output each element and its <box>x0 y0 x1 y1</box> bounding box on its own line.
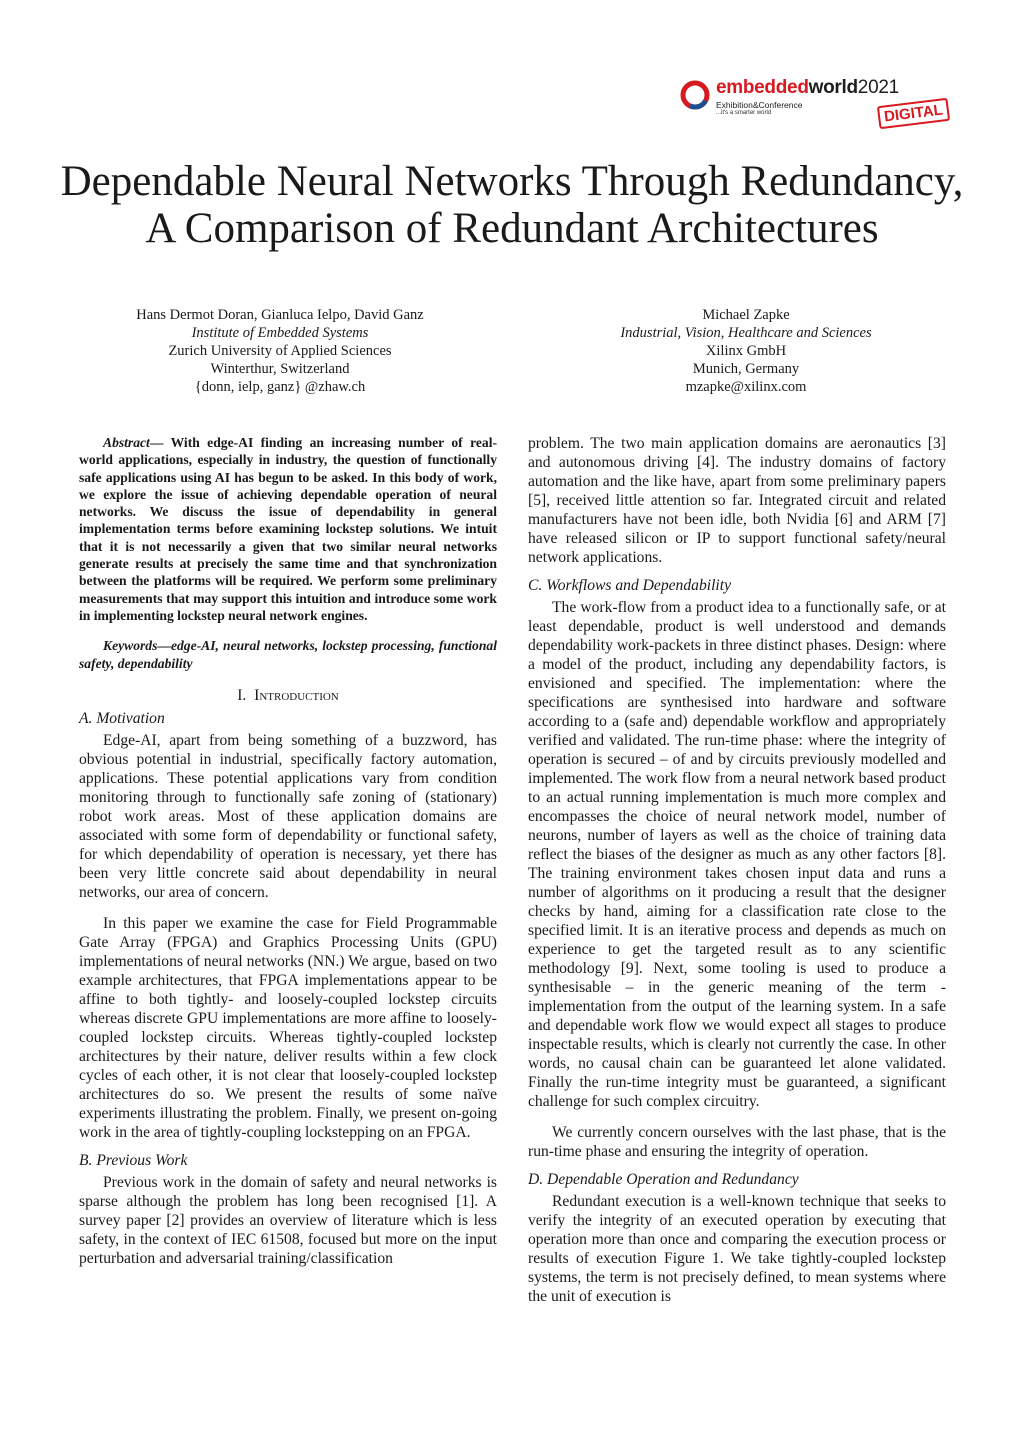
author-email: {donn, ielp, ganz} @zhaw.ch <box>194 379 366 395</box>
logo-tagline: ...it's a smarter world <box>716 110 772 116</box>
paragraph-motivation-2: In this paper we examine the case for Field Programmable Gate Array (FPGA) and Graphics Processing Units (GPU) implementations of neural networks (NN.) We argue, based on two example architectures, that FPGA implementations appear to be affine to both tightly- and loosely-coupled lockstep circuits whereas discrete GPU implementations are more affine to loosely-coupled lockstep circuits. Whereas tightly-coupled lockstep architectures by their nature, deliver results within a few clock cycles of each other, it is not clear that loosely-coupled lockstep architectures do so. We present the results of some naïve experiments illustrating the problem. Finally, we present on-going work in the area of tightly-coupling lockstepping on an FPGA. <box>79 914 497 1141</box>
author-email: mzapke@xilinx.com <box>685 379 807 395</box>
paragraph-redundancy: Redundant execution is a well-known technique that seeks to verify the integrity of an executed operation by executing that operation more than once and comparing the execution process or results of execution Figure 1. We take tightly-coupled lockstep systems, the term is not precisely defined, to mean systems where the unit of execution is <box>528 1193 946 1305</box>
abstract-dash: — <box>149 435 171 450</box>
author-city: Winterthur, Switzerland <box>210 361 350 377</box>
author-organization: Zurich University of Applied Sciences <box>168 343 392 359</box>
author-block-2 <box>556 306 936 396</box>
author-names: Michael Zapke <box>702 307 790 323</box>
subsection-heading-previous-work: B. Previous Work <box>79 1151 188 1169</box>
right-column <box>528 434 946 1306</box>
author-block-1 <box>90 306 470 396</box>
paragraph-workflows-2: We currently concern ourselves with the last phase, that is the run-time phase and ensuring the integrity of operation. <box>528 1124 946 1160</box>
author-city: Munich, Germany <box>692 361 800 377</box>
logo-subtitle: Exhibition&Conference <box>716 100 803 110</box>
author-department: Industrial, Vision, Healthcare and Sciences <box>620 325 872 341</box>
paragraph-workflows-1: The work-flow from a product idea to a functionally safe, or at least dependable, product is well understood and demands dependability work-packets in three distinct phases. Design: where a model of the product, including any dependability factors, is envisioned and specified. The implementation: where the specifications are synthesised into hardware and software according to a (safe and) dependable workflow and appropriately verified and validated. The run-time phase: where the integrity of operation is secured – of and by circuits previously modelled and implemented. The work flow from a neural network based product to an actual running implementation is much more complex and encompasses the choice of neural network model, number of neurons, number of layers as well as the choice of training data reflect the biases of the designer as much as any other factors [8]. The training environment takes chosen input data and runs a number of algorithms on it producing a result that the designer checks by hand, aiming for a classification rate close to the specified limit. It is an iterative process and depends as much on experience to get the targeted result as to any scientific methodology [9]. Next, some tooling is used to produce a synthesisable – in the generic meaning of the term - implementation from the output of the learning system. In a safe and dependable work flow we would expect all stages to produce inspectable results, which is clearly not currently the case. In other words, no causal chain can be guaranteed let alone validated. Finally the run-time integrity must be guaranteed, a significant challenge for such complex circuitry. <box>528 599 946 1110</box>
keywords: Keywords—edge-AI, neural networks, lockstep processing, functional safety, dependability <box>79 638 497 671</box>
subsection-heading-workflows: C. Workflows and Dependability <box>528 577 731 594</box>
left-column <box>79 434 497 1268</box>
author-names: Hans Dermot Doran, Gianluca Ielpo, David Ganz <box>136 307 424 323</box>
author-organization: Xilinx GmbH <box>705 343 787 359</box>
paper-title-line-1: Dependable Neural Networks Through Redundancy, <box>60 158 964 205</box>
section-number: I. <box>237 686 247 704</box>
abstract-text: With edge-AI finding an increasing number of real-world applications, especially in industry, the question of functionally safe applications using AI has begun to be asked. In this body of work, we explore the issue of achieving dependable operation of neural networks. We discuss the issue of dependability in general implementation terms before examining lockstep solutions. We intuit that it is not necessarily a given that two similar neural networks generate results at precisely the same time and that synchronization between the platforms will be required. We perform some preliminary measurements that may support this intuition and introduce some work in implementing lockstep neural network engines. <box>79 435 497 623</box>
author-department: Institute of Embedded Systems <box>191 325 369 341</box>
section-heading-introduction <box>79 686 497 705</box>
paragraph-previous-work: Previous work in the domain of safety and neural networks is sparse although the problem has long been recognised [1]. A survey paper [2] provides an overview of literature which is less safety, in the context of IEC 61508, focused but more on the input perturbation and adversarial training/classification <box>79 1173 497 1267</box>
embedded-world-logo-icon <box>680 80 710 110</box>
section-title: Introduction <box>254 686 339 704</box>
paragraph-previous-work-continued: problem. The two main application domains are aeronautics [3] and autonomous driving [4]. The industry domains of factory automation and the like have, apart from some preliminary papers [5], received little attention so far. Integrated circuit and related manufacturers have not been idle, both Nvidia [6] and ARM [7] have released silicon or IP to support functional safety/neural network applications. <box>528 435 946 566</box>
logo-wordmark: embeddedworld2021 <box>716 77 899 98</box>
paragraph-motivation-1: Edge-AI, apart from being something of a buzzword, has obvious potential in industrial, specifically factory automation, applications. These potential applications vary from condition monitoring through to functionally safe zoning of (stationary) robot work areas. Most of these application domains are associated with some form of dependability or functional safety, for which dependability of operation is necessary, yet there has been very little concrete said about dependability in neural networks, our area of concern. <box>79 731 497 901</box>
conference-logo <box>680 78 950 130</box>
paper-title-line-2: A Comparison of Redundant Architectures <box>145 205 879 252</box>
subsection-heading-redundancy: D. Dependable Operation and Redundancy <box>528 1171 799 1188</box>
abstract <box>79 434 497 624</box>
digital-badge: DIGITAL <box>877 98 950 129</box>
subsection-heading-motivation: A. Motivation <box>79 709 165 727</box>
abstract-label: Abstract <box>103 435 150 450</box>
